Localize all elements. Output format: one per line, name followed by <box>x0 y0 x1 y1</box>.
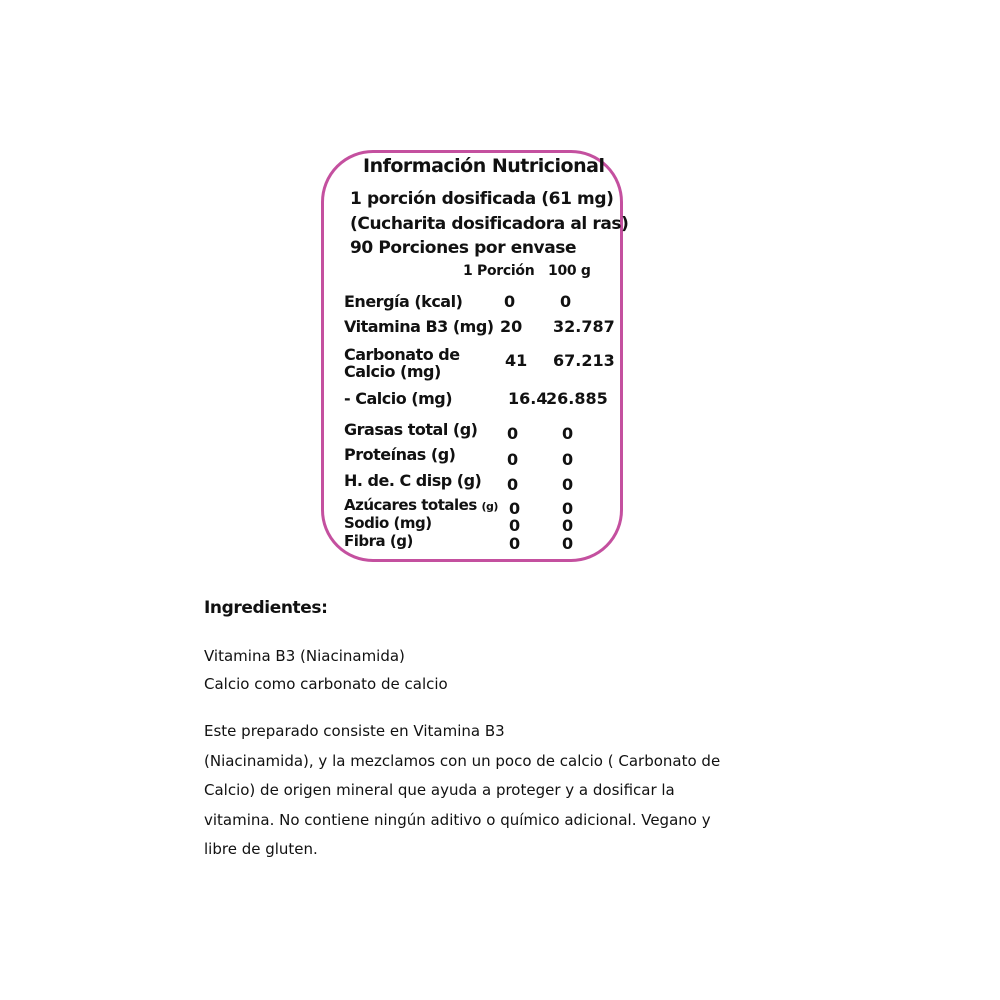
nutrient-label-calcium-carbonate-unit: Calcio (mg) <box>344 362 441 381</box>
nutrient-label-calcium: - Calcio (mg) <box>344 389 453 408</box>
nutrient-value-portion: 0 <box>507 450 519 469</box>
nutrient-label-calcium-carbonate: Carbonato de <box>344 345 460 364</box>
nutrient-label-fiber: Fibra (g) <box>344 532 413 550</box>
nutrient-label-sugars-unit: (g) <box>481 500 498 513</box>
ingredient-item: Calcio como carbonato de calcio <box>204 675 448 693</box>
nutrient-value-100g: 26.885 <box>546 389 608 408</box>
nutrient-value-100g: 0 <box>562 424 574 443</box>
nutrient-value-portion: 41 <box>505 351 528 370</box>
nutrient-label-energy: Energía (kcal) <box>344 292 463 311</box>
nutrient-value-portion: 20 <box>500 317 523 336</box>
column-header-portion: 1 Porción <box>463 263 535 279</box>
nutrient-value-100g: 67.213 <box>553 351 615 370</box>
nutrient-value-portion: 0 <box>507 424 519 443</box>
nutrient-value-100g: 0 <box>562 475 574 494</box>
nutrient-value-portion: 0 <box>507 475 519 494</box>
ingredients-heading: Ingredientes: <box>204 598 328 618</box>
nutrient-label-vitamin-b3: Vitamina B3 (mg) <box>344 317 494 336</box>
nutrient-label-protein: Proteínas (g) <box>344 445 456 464</box>
product-description: Este preparado consiste en Vitamina B3 (Niacinamida), y la mezclamos con un poco de calcio ( Carbonato de Calcio) de origen mineral que ayuda a proteger y a dosificar la vitamina. No contiene ningún aditivo o químico adicional. Vegano y libre de gluten. <box>204 722 721 858</box>
ingredient-item: Vitamina B3 (Niacinamida) <box>204 647 405 665</box>
servings-per-container: 90 Porciones por envase <box>350 238 577 258</box>
serving-size: 1 porción dosificada (61 mg) <box>350 189 614 209</box>
nutrient-label-carbohydrates: H. de. C disp (g) <box>344 471 482 490</box>
nutrient-label-sodium: Sodio (mg) <box>344 514 432 532</box>
nutrient-value-100g: 0 <box>562 534 574 553</box>
nutrient-value-portion: 0 <box>504 292 516 311</box>
nutrient-value-100g: 0 <box>562 499 574 518</box>
nutrient-value-100g: 0 <box>562 516 574 535</box>
nutrient-value-portion: 0 <box>509 516 521 535</box>
nutrient-label-sugars <box>344 498 498 513</box>
nutrient-value-100g: 0 <box>562 450 574 469</box>
nutrient-value-portion: 16.4 <box>508 389 548 408</box>
serving-note: (Cucharita dosificadora al ras) <box>350 214 629 234</box>
nutrient-value-portion: 0 <box>509 534 521 553</box>
column-header-100g: 100 g <box>548 263 591 279</box>
nutrition-title: Información Nutricional <box>363 155 605 177</box>
nutrient-value-portion: 0 <box>509 499 521 518</box>
nutrient-label-fat: Grasas total (g) <box>344 420 478 439</box>
nutrient-label-sugars-text: Azúcares totales <box>344 496 477 514</box>
nutrient-value-100g: 32.787 <box>553 317 615 336</box>
nutrient-value-100g: 0 <box>560 292 572 311</box>
